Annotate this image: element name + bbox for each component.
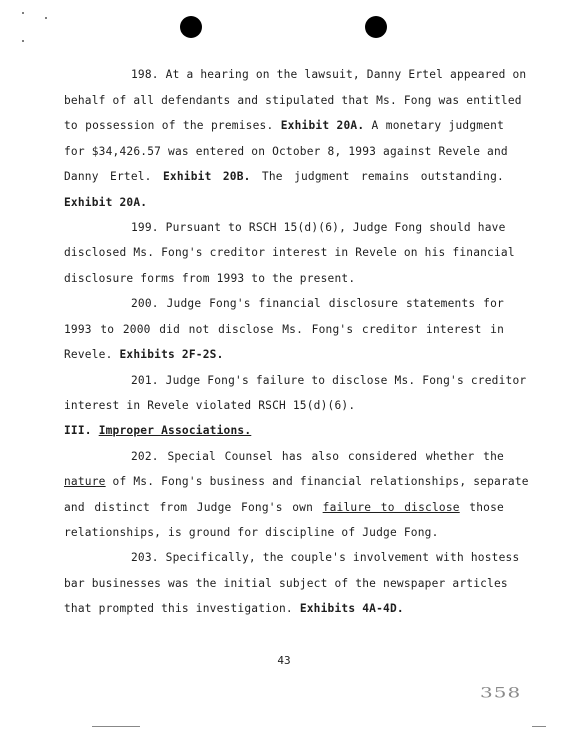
exhibit-reference: Exhibit 20B. (162, 170, 251, 183)
p198-line: behalf of all defendants and stipulated that Ms. Fong was entitled (64, 94, 522, 107)
page-number: 43 (277, 654, 291, 667)
text-run: Revele. (64, 348, 120, 361)
p200-line (64, 348, 504, 362)
text-run: to possession of the premises. (64, 119, 281, 132)
exhibit-reference: Exhibits 2F-2S. (119, 348, 224, 361)
bates-number: 358 (480, 684, 522, 701)
text-run: those (459, 501, 504, 514)
p198-line (64, 119, 504, 133)
underlined-text: failure to disclose (322, 501, 460, 514)
p202-line (64, 501, 504, 515)
p198-line: for $34,426.57 was entered on October 8, 1993 against Revele and (64, 145, 508, 158)
text-run: The judgment remains outstanding. (250, 170, 504, 183)
p199-line: disclosure forms from 1993 to the present. (64, 272, 356, 285)
text-run: that prompted this investigation. (64, 602, 300, 615)
p199-line: 199. Pursuant to RSCH 15(d)(6), Judge Fong should have (131, 221, 506, 234)
p199-line: disclosed Ms. Fong's creditor interest in Revele on his financial (64, 246, 515, 259)
heading3-line (64, 424, 504, 438)
p201-line: interest in Revele violated RSCH 15(d)(6). (64, 399, 356, 412)
p202-line (64, 475, 529, 489)
p203-line: 203. Specifically, the couple's involvement with hostess (131, 551, 520, 564)
p202-line: relationships, is ground for discipline of Judge Fong. (64, 526, 439, 539)
text-run: of Ms. Fong's business and financial relationships, separate (105, 475, 529, 488)
footer-rule (92, 726, 140, 727)
exhibit-reference: Exhibits 4A-4D. (299, 602, 404, 615)
p198-line (64, 170, 504, 184)
p202-line: 202. Special Counsel has also considered whether the (131, 450, 504, 463)
text-run: Danny Ertel. (64, 170, 163, 183)
exhibit-reference: III. (64, 424, 99, 437)
exhibit-reference: Exhibit 20A. (64, 196, 148, 209)
text-run: and distinct from Judge Fong's own (64, 501, 323, 514)
punch-hole-right (365, 16, 387, 38)
p198-line (64, 196, 504, 210)
footer-rule (532, 726, 546, 727)
p203-line: bar businesses was the initial subject of the newspaper articles (64, 577, 508, 590)
text-run: A monetary judgment (364, 119, 505, 132)
section-heading: Improper Associations. (98, 424, 252, 437)
scan-speck (22, 40, 24, 42)
exhibit-reference: Exhibit 20A. (280, 119, 365, 132)
scan-speck (22, 12, 24, 14)
p198-line: 198. At a hearing on the lawsuit, Danny Ertel appeared on (131, 68, 527, 81)
underlined-text: nature (64, 475, 106, 488)
p200-line: 1993 to 2000 did not disclose Ms. Fong's creditor interest in (64, 323, 504, 336)
punch-hole-left (180, 16, 202, 38)
scan-speck (45, 17, 47, 19)
p200-line: 200. Judge Fong's financial disclosure statements for (131, 297, 504, 310)
p203-line (64, 602, 504, 616)
p201-line: 201. Judge Fong's failure to disclose Ms. Fong's creditor (131, 374, 527, 387)
